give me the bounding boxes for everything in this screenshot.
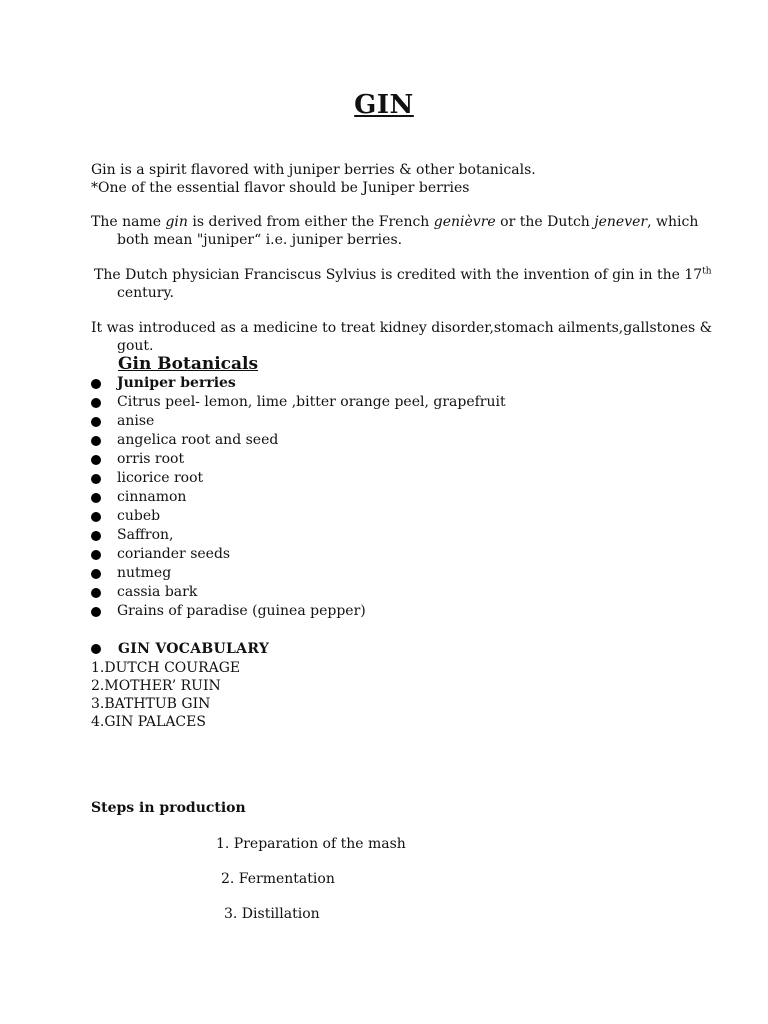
bullet-icon xyxy=(91,398,101,408)
botanicals-heading: Gin Botanicals xyxy=(118,354,259,374)
list-item xyxy=(91,602,506,621)
list-item xyxy=(91,431,506,450)
production-step: 1. Preparation of the mash xyxy=(216,836,406,852)
production-step: 2. Fermentation xyxy=(221,871,335,887)
list-item: 4.GIN PALACES xyxy=(91,714,206,730)
medicine-line-2: gout. xyxy=(117,338,154,354)
text-segment: is derived from either the French xyxy=(187,214,434,230)
list-item xyxy=(91,450,506,469)
name-origin-line-2: both mean "juniper“ i.e. juniper berries. xyxy=(117,232,403,248)
vocabulary-heading-label: GIN VOCABULARY xyxy=(118,641,270,657)
bullet-icon xyxy=(91,644,101,654)
list-item xyxy=(91,507,506,526)
word-jenever: jenever xyxy=(594,214,648,230)
list-item xyxy=(91,469,506,488)
list-item: 1.DUTCH COURAGE xyxy=(91,660,241,676)
bullet-icon xyxy=(91,569,101,579)
superscript-th: th xyxy=(702,266,712,277)
bullet-icon xyxy=(91,588,101,598)
list-item xyxy=(91,564,506,583)
text-segment: or the Dutch xyxy=(495,214,595,230)
list-item-label: angelica root and seed xyxy=(117,432,279,448)
intro-line-1: Gin is a spirit flavored with juniper berries & other botanicals. xyxy=(91,162,536,178)
list-item-label: anise xyxy=(117,413,155,429)
vocabulary-heading xyxy=(91,640,269,658)
bullet-icon xyxy=(91,417,101,427)
history-line-2: century. xyxy=(117,285,174,301)
bullet-icon xyxy=(91,474,101,484)
intro-line-2: *One of the essential flavor should be Juniper berries xyxy=(91,180,470,196)
name-origin-line-1 xyxy=(91,213,698,231)
production-heading: Steps in production xyxy=(91,800,246,816)
medicine-line-1: It was introduced as a medicine to treat kidney disorder,stomach ailments,gallstones & xyxy=(91,320,713,336)
vocabulary-list xyxy=(91,659,240,731)
botanicals-list xyxy=(91,374,506,621)
list-item xyxy=(91,374,506,393)
document-title: GIN xyxy=(354,90,414,120)
list-item: 3.BATHTUB GIN xyxy=(91,696,211,712)
bullet-icon xyxy=(91,550,101,560)
list-item-label: Saffron, xyxy=(117,527,174,543)
bullet-icon xyxy=(91,379,101,389)
text-segment: The name xyxy=(91,214,166,230)
list-item xyxy=(91,526,506,545)
list-item-label: Citrus peel- lemon, lime ,bitter orange peel, grapefruit xyxy=(117,394,506,410)
list-item: 2.MOTHER’ RUIN xyxy=(91,678,221,694)
list-item xyxy=(91,488,506,507)
list-item xyxy=(91,393,506,412)
history-line-1 xyxy=(94,266,712,284)
history-text: The Dutch physician Franciscus Sylvius is credited with the invention of gin in the 17 xyxy=(94,267,703,283)
list-item xyxy=(91,412,506,431)
list-item-label: Juniper berries xyxy=(117,375,236,391)
text-segment: , which xyxy=(647,214,699,230)
bullet-icon xyxy=(91,455,101,465)
list-item-label: coriander seeds xyxy=(117,546,231,562)
list-item-label: orris root xyxy=(117,451,185,467)
list-item-label: cinnamon xyxy=(117,489,187,505)
bullet-icon xyxy=(91,436,101,446)
word-gin: gin xyxy=(165,214,188,230)
bullet-icon xyxy=(91,531,101,541)
production-step: 3. Distillation xyxy=(224,906,320,922)
bullet-icon xyxy=(91,512,101,522)
list-item-label: cassia bark xyxy=(117,584,198,600)
list-item-label: Grains of paradise (guinea pepper) xyxy=(117,603,366,619)
word-genievre: genièvre xyxy=(433,214,496,230)
list-item-label: nutmeg xyxy=(117,565,172,581)
list-item-label: licorice root xyxy=(117,470,204,486)
list-item xyxy=(91,583,506,602)
list-item xyxy=(91,545,506,564)
bullet-icon xyxy=(91,493,101,503)
bullet-icon xyxy=(91,607,101,617)
list-item-label: cubeb xyxy=(117,508,161,524)
